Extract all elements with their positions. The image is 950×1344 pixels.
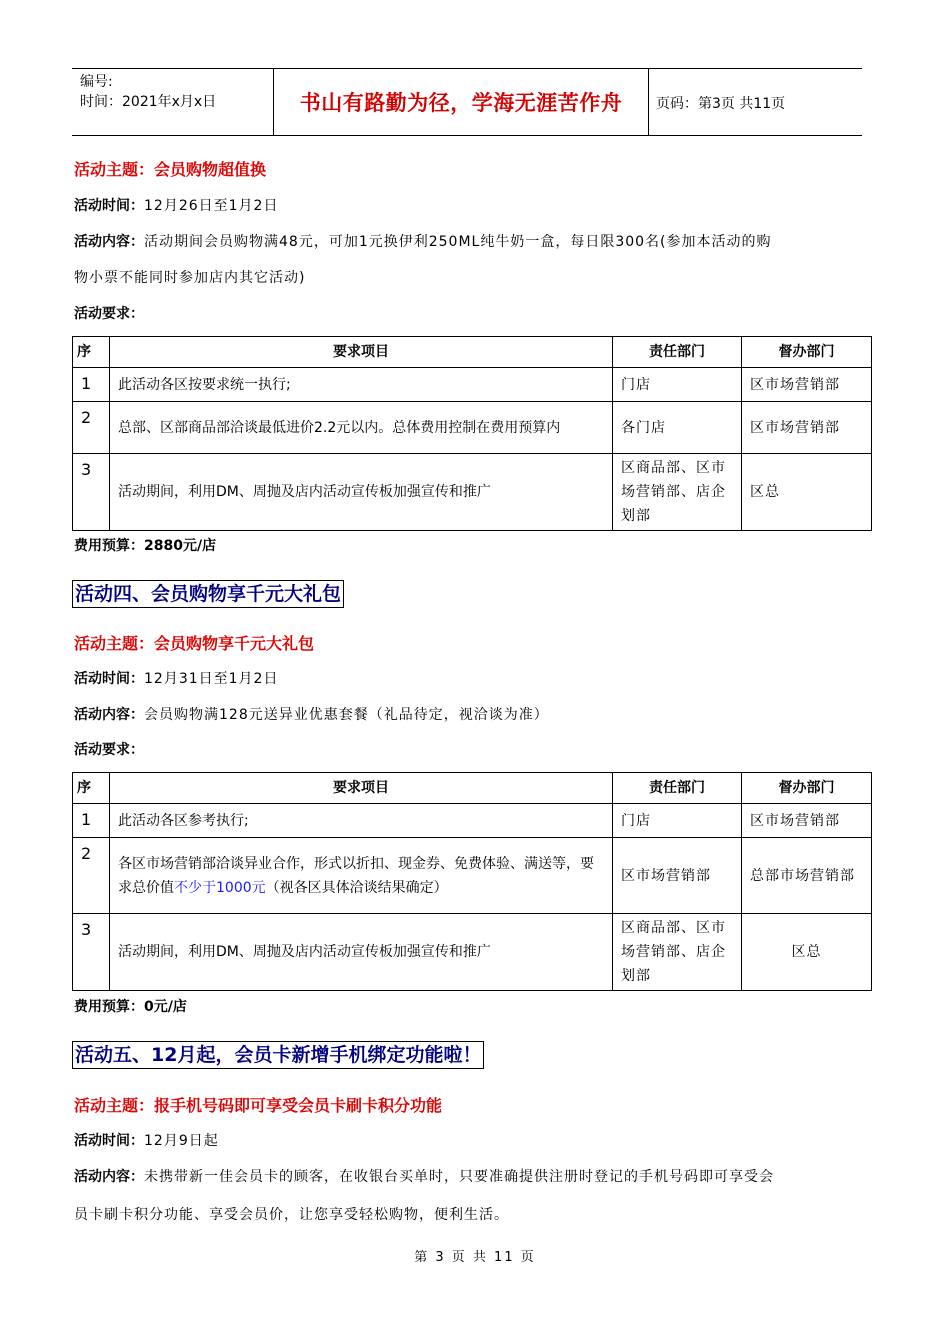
row-dept: 门店: [613, 368, 742, 402]
s5-time-label: 活动时间：: [74, 1133, 144, 1149]
document-number: 编号:: [80, 74, 113, 90]
s3-time: [74, 196, 278, 216]
row-item-text-end: （视各区具体洽谈结果确定）: [265, 879, 448, 896]
row-dept: 区市场营销部: [613, 838, 742, 914]
s4-theme: [74, 634, 314, 655]
header-page-number: 页码：第3页 共11页: [656, 96, 786, 112]
row-sup: 区市场营销部: [742, 402, 872, 454]
page-footer: 第 3 页 共 11 页: [414, 1250, 536, 1265]
col-header-seq: 序: [73, 773, 110, 804]
row-item: [110, 838, 613, 914]
table-header-row: [73, 773, 872, 804]
table-row: [73, 838, 872, 914]
s4-content-label: 活动内容：: [74, 707, 144, 723]
col-header-item: 要求项目: [110, 773, 613, 804]
s3-theme: [74, 160, 266, 181]
s3-content-label: 活动内容：: [74, 234, 144, 250]
table-row: [73, 368, 872, 402]
row-dept: 门店: [613, 804, 742, 838]
row-number: 1: [73, 804, 110, 838]
s4-theme-label: 活动主题：: [74, 634, 155, 653]
s4-time: [74, 669, 278, 689]
s4-time-label: 活动时间：: [74, 671, 144, 687]
row-dept: 区商品部、区市场营销部、店企划部: [613, 914, 742, 991]
header-motto: 书山有路勤为径，学海无涯苦作舟: [273, 69, 649, 135]
table-header-row: [73, 337, 872, 368]
row-item-text: 各区市场营销部洽谈异业合作，形式以折扣、现金券、免费体验、满送等，要求总价值: [118, 855, 594, 896]
s5-theme: [74, 1096, 442, 1117]
row-item: 此活动各区参考执行;: [110, 804, 613, 838]
col-header-sup: 督办部门: [742, 773, 872, 804]
s4-theme-value: 会员购物享千元大礼包: [154, 634, 315, 653]
col-header-dept: 责任部门: [613, 773, 742, 804]
row-number: 2: [73, 402, 110, 454]
row-dept: 各门店: [613, 402, 742, 454]
col-header-seq: 序: [73, 337, 110, 368]
s5-theme-label: 活动主题：: [74, 1096, 155, 1115]
s4-content: [74, 705, 549, 725]
s3-budget: 费用预算：2880元/店: [74, 538, 217, 554]
table-row: [73, 402, 872, 454]
row-sup: 区市场营销部: [742, 804, 872, 838]
s3-time-value: 12月26日至1月2日: [144, 198, 279, 214]
row-sup: 区总: [742, 914, 872, 991]
s3-content-line2: 物小票不能同时参加店内其它活动): [74, 270, 306, 286]
page-header: [72, 68, 862, 136]
s4-budget: 费用预算：0元/店: [74, 999, 187, 1015]
row-number: 3: [73, 914, 110, 991]
row-item-highlight: 不少于1000元: [174, 879, 266, 896]
s5-content-line1: 未携带新一佳会员卡的顾客，在收银台买单时，只要准确提供注册时登记的手机号码即可享受会: [144, 1169, 774, 1185]
row-number: 3: [73, 454, 110, 531]
s5-title: 活动五、12月起，会员卡新增手机绑定功能啦！: [72, 1041, 484, 1069]
s5-time-value: 12月9日起: [144, 1133, 219, 1149]
document-time: 时间：2021年x月x日: [80, 94, 217, 110]
col-header-dept: 责任部门: [613, 337, 742, 368]
col-header-sup: 督办部门: [742, 337, 872, 368]
row-sup: 区总: [742, 454, 872, 531]
s3-time-label: 活动时间：: [74, 198, 144, 214]
s4-content-line1: 会员购物满128元送异业优惠套餐（礼品待定，视洽谈为准）: [144, 707, 549, 723]
s5-content-label: 活动内容：: [74, 1169, 144, 1185]
s5-theme-value: 报手机号码即可享受会员卡刷卡积分功能: [154, 1096, 443, 1115]
s5-time: [74, 1131, 219, 1151]
header-meta: [80, 72, 216, 112]
row-dept: 区商品部、区市场营销部、店企划部: [613, 454, 742, 531]
s3-content-line1: 活动期间会员购物满48元，可加1元换伊利250ML纯牛奶一盒，每日限300名(参加本活动的购: [144, 234, 772, 250]
s3-theme-value: 会员购物超值换: [154, 160, 267, 179]
row-item: 总部、区部商品部洽谈最低进价2.2元以内。总体费用控制在费用预算内: [110, 402, 613, 454]
s3-requirements-table: [72, 336, 872, 531]
s3-theme-label: 活动主题：: [74, 160, 155, 179]
row-item: 活动期间，利用DM、周抛及店内活动宣传板加强宣传和推广: [110, 454, 613, 531]
s4-time-value: 12月31日至1月2日: [144, 671, 279, 687]
row-sup: 区市场营销部: [742, 368, 872, 402]
s4-title: 活动四、会员购物享千元大礼包: [72, 580, 344, 608]
row-item: 活动期间，利用DM、周抛及店内活动宣传板加强宣传和推广: [110, 914, 613, 991]
row-item: 此活动各区按要求统一执行;: [110, 368, 613, 402]
s5-content-line2: 员卡刷卡积分功能、享受会员价，让您享受轻松购物，便利生活。: [74, 1207, 509, 1223]
row-number: 2: [73, 838, 110, 914]
s4-requirements-table: [72, 772, 872, 991]
row-sup: 总部市场营销部: [742, 838, 872, 914]
s3-req-label: 活动要求：: [74, 306, 144, 322]
table-row: [73, 454, 872, 531]
s5-content: [74, 1167, 774, 1187]
col-header-item: 要求项目: [110, 337, 613, 368]
table-row: [73, 914, 872, 991]
s3-content: [74, 232, 772, 252]
table-row: [73, 804, 872, 838]
s4-req-label: 活动要求：: [74, 742, 144, 758]
row-number: 1: [73, 368, 110, 402]
